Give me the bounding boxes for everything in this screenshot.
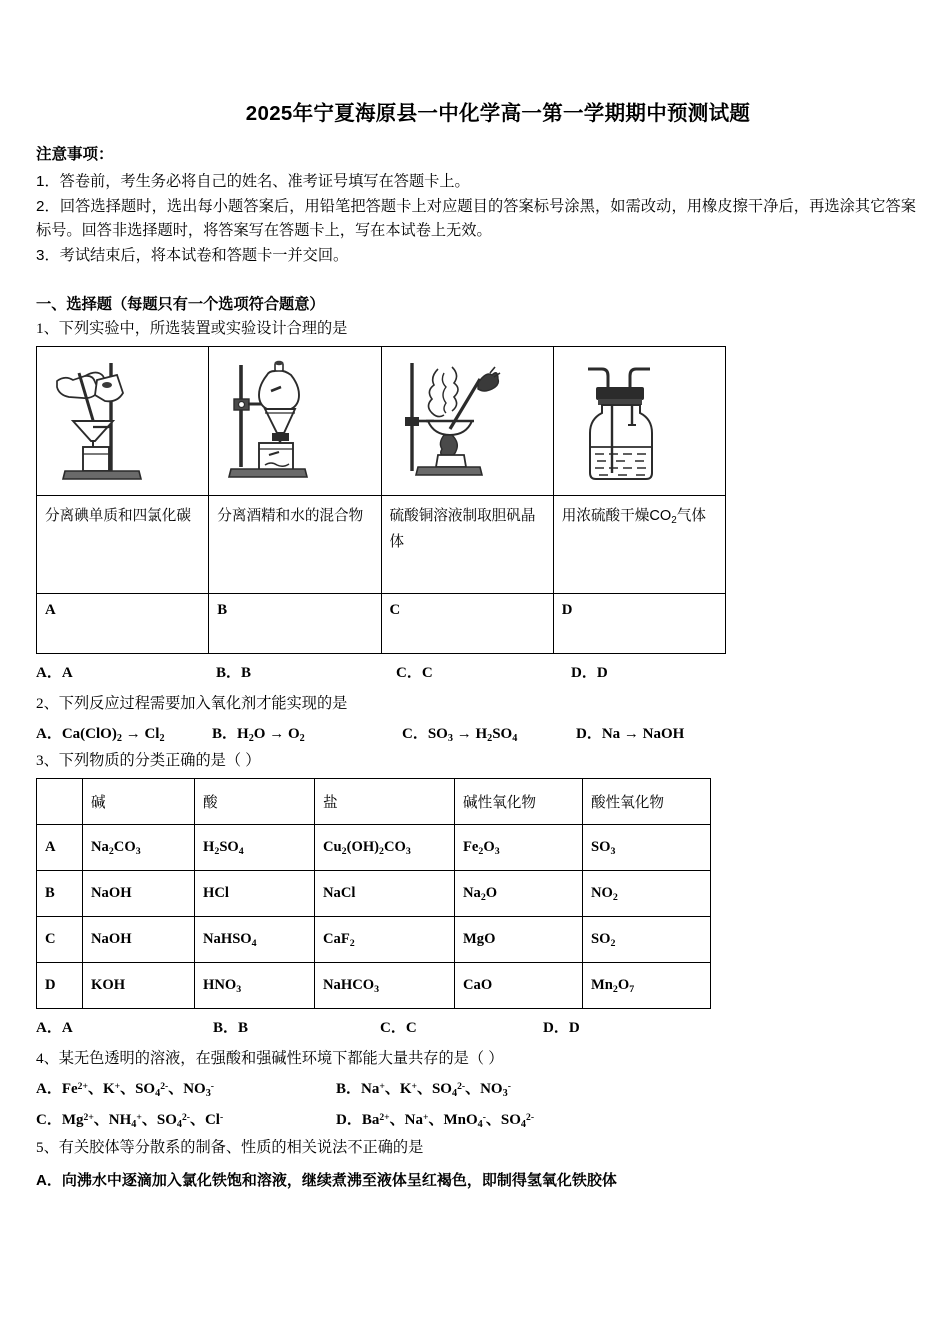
option-a-label: A． (36, 1172, 62, 1190)
page-title: 2025年宁夏海原县一中化学高一第一学期期中预测试题 (245, 102, 751, 125)
option-b-label: B． (336, 1081, 362, 1098)
classification-header-acidic-oxide: 酸性氧化物 (583, 779, 711, 825)
option-d-formula: Na → NaOH (601, 725, 685, 742)
question-1-text: 下列实验中，所选装置或实验设计合理的是 (58, 319, 348, 337)
apparatus-label-row (37, 593, 726, 653)
cell-c-salt: CaF$_2$ (315, 917, 455, 963)
question-2-stem (36, 692, 916, 713)
question-1-number: 1、 (36, 319, 59, 337)
apparatus-caption-a: 分离碘单质和四氯化碳 (37, 495, 209, 593)
notice-heading: 注意事项： (36, 146, 114, 163)
question-1-answers (36, 661, 916, 682)
cell-b-base: NaOH (83, 871, 195, 917)
question-4-options-row-2 (36, 1108, 916, 1130)
option-d-label: D． (576, 725, 602, 742)
apparatus-table (36, 346, 726, 654)
question-5-stem (36, 1136, 916, 1157)
apparatus-label-d: D (553, 593, 725, 653)
classification-header-salt: 盐 (315, 779, 455, 825)
cell-d-acidic-oxide: $Mn_2O_7$ (583, 963, 711, 1009)
cell-c-acidic-oxide: $SO_2$ (583, 917, 711, 963)
notice-item-1: 1．答卷前，考生务必将自己的姓名、准考证号填写在答题卡上。 (36, 173, 470, 190)
question-3-answer-d[interactable]: D．D (543, 1020, 580, 1037)
cell-c-basic-oxide: MgO (455, 917, 583, 963)
option-c-label: C． (36, 1112, 62, 1129)
apparatus-label-c: C (381, 593, 553, 653)
table-row (37, 963, 711, 1009)
question-5-option-a[interactable] (36, 1169, 916, 1190)
cell-d-acid: $HNO_3$ (195, 963, 315, 1009)
section-heading: 一、选择题（每题只有一个选项符合题意） (36, 295, 325, 313)
apparatus-cell-d (553, 346, 725, 495)
question-4-options-row-1 (36, 1077, 916, 1099)
apparatus-caption-row (37, 495, 726, 593)
classification-header-base: 碱 (83, 779, 195, 825)
question-2-option-c[interactable] (402, 722, 576, 744)
question-3-stem (36, 749, 916, 770)
option-c-label: C． (402, 725, 428, 742)
option-c-ions: $Mg^{2+}$、$NH_4^+$、$SO_4^{2-}$、Cl- (61, 1112, 224, 1131)
option-c-formula: $SO_3 \to H_2SO_4$ (427, 725, 518, 744)
cell-d-base: KOH (83, 963, 195, 1009)
question-3-text: 下列物质的分类正确的是（ ） (58, 752, 261, 770)
cell-c-acid: NaHSO$_4$ (195, 917, 315, 963)
classification-row-label-d: D (37, 963, 83, 1009)
cell-a-basic-oxide: $Fe_2O_3$ (455, 825, 583, 871)
cell-d-salt: NaHCO$_3$ (315, 963, 455, 1009)
apparatus-figure-row (37, 346, 726, 495)
option-a-ions: $Fe^{2+}$、K+、$SO_4^{2-}$、$NO_3^-$ (61, 1081, 214, 1100)
question-4-option-c[interactable] (36, 1108, 336, 1130)
question-2-option-a[interactable] (36, 722, 212, 744)
option-d-label: D． (336, 1112, 362, 1129)
question-2-text: 下列反应过程需要加入氧化剂才能实现的是 (58, 694, 348, 712)
question-1-answer-b[interactable]: B．B (216, 664, 252, 681)
apparatus-label-a: A (37, 593, 209, 653)
question-4-option-a[interactable] (36, 1077, 336, 1099)
classification-header-acid: 酸 (195, 779, 315, 825)
notice-item-3: 3．考试结束后，将本试卷和答题卡一并交回。 (36, 246, 349, 264)
option-a-formula: $Ca(ClO)_2 \to Cl_2$ (61, 725, 165, 744)
question-2-number: 2、 (36, 694, 59, 712)
apparatus-caption-c: 硫酸铜溶液制取胆矾晶体 (381, 495, 553, 593)
question-2-option-d[interactable] (576, 722, 684, 744)
apparatus-cell-a (37, 346, 209, 495)
question-4-option-d[interactable] (336, 1108, 534, 1130)
apparatus-cell-b (209, 346, 381, 495)
cell-d-basic-oxide: CaO (455, 963, 583, 1009)
classification-header-index (37, 779, 83, 825)
caption-d-main: 用浓硫酸干燥CO (561, 507, 672, 524)
question-2-options (36, 722, 916, 744)
cell-a-acidic-oxide: $SO_3$ (583, 825, 711, 871)
gas-washing-bottle-icon (554, 347, 725, 495)
filtration-funnel-apparatus-svg (49, 355, 157, 487)
evaporating-dish-apparatus-svg (394, 355, 502, 487)
cell-a-salt: $Cu_2(OH)_2CO_3$ (315, 825, 455, 871)
classification-header-row (37, 779, 711, 825)
apparatus-caption-b: 分离酒精和水的混合物 (209, 495, 381, 593)
separating-funnel-apparatus-svg (221, 355, 329, 487)
option-d-ions: $Ba^{2+}$、Na+、MnO$_4$-、$SO_4^{2-}$ (361, 1112, 535, 1131)
classification-table (36, 778, 711, 1009)
option-a-label: A． (36, 1081, 62, 1098)
question-3-answer-a[interactable]: A．A (36, 1020, 73, 1037)
notice-item-2: 2．回答选择题时，选出每小题答案后，用铅笔把答题卡上对应题目的答案标号涂黑，如需改动，用橡皮擦干净后，再选涂其它答案标号。回答非选择题时，将答案写在答题卡上，写在本试卷上无效。 (36, 197, 916, 240)
page-content (36, 96, 916, 1194)
classification-row-label-b: B (37, 871, 83, 917)
notice-section (36, 142, 916, 269)
cell-a-base: $Na_2CO_3$ (83, 825, 195, 871)
question-4-stem (36, 1047, 916, 1068)
caption-d-subscript: 2 (671, 514, 677, 526)
apparatus-label-b: B (209, 593, 381, 653)
apparatus-cell-c (381, 346, 553, 495)
question-1-answer-c[interactable]: C．C (396, 664, 433, 681)
question-3-answers (36, 1016, 916, 1037)
gas-washing-bottle-apparatus-svg (566, 355, 674, 487)
question-2-option-b[interactable] (212, 722, 402, 744)
question-3-number: 3、 (36, 752, 59, 770)
cell-b-basic-oxide: $Na_2O$ (455, 871, 583, 917)
cell-a-acid: $H_2SO_4$ (195, 825, 315, 871)
cell-b-acidic-oxide: $NO_2$ (583, 871, 711, 917)
table-row (37, 825, 711, 871)
classification-header-basic-oxide: 碱性氧化物 (455, 779, 583, 825)
separating-funnel-icon (209, 347, 380, 495)
question-1-answer-d[interactable]: D．D (571, 664, 608, 681)
cell-b-acid: HCl (195, 871, 315, 917)
classification-row-label-a: A (37, 825, 83, 871)
option-b-formula: $H_2O \to O_2$ (237, 725, 305, 744)
question-4-number: 4、 (36, 1050, 59, 1068)
question-4-text: 某无色透明的溶液，在强酸和强碱性环境下都能大量共存的是（ ） (58, 1050, 504, 1068)
filtration-funnel-icon (37, 347, 208, 495)
apparatus-caption-d (553, 495, 725, 593)
cell-b-salt: NaCl (315, 871, 455, 917)
classification-row-label-c: C (37, 917, 83, 963)
table-row (37, 871, 711, 917)
question-3-answer-b[interactable]: B．B (213, 1020, 249, 1037)
question-1-stem (36, 317, 916, 338)
question-5-text: 有关胶体等分散系的制备、性质的相关说法不正确的是 (58, 1139, 424, 1157)
question-4-option-b[interactable] (336, 1077, 511, 1099)
option-a-text: 向沸水中逐滴加入氯化铁饱和溶液，继续煮沸至液体呈红褐色，即制得氢氧化铁胶体 (61, 1172, 617, 1190)
table-row (37, 917, 711, 963)
option-a-label: A． (36, 725, 62, 742)
caption-d-tail: 气体 (676, 507, 706, 524)
question-5-number: 5、 (36, 1139, 59, 1157)
option-b-label: B． (212, 725, 238, 742)
question-1-answer-a[interactable]: A．A (36, 664, 73, 681)
cell-c-base: NaOH (83, 917, 195, 963)
option-b-ions: Na+、K+、$SO_4^{2-}$、$NO_3^-$ (361, 1081, 511, 1100)
question-3-answer-c[interactable]: C．C (380, 1020, 417, 1037)
evaporating-dish-icon (382, 347, 553, 495)
